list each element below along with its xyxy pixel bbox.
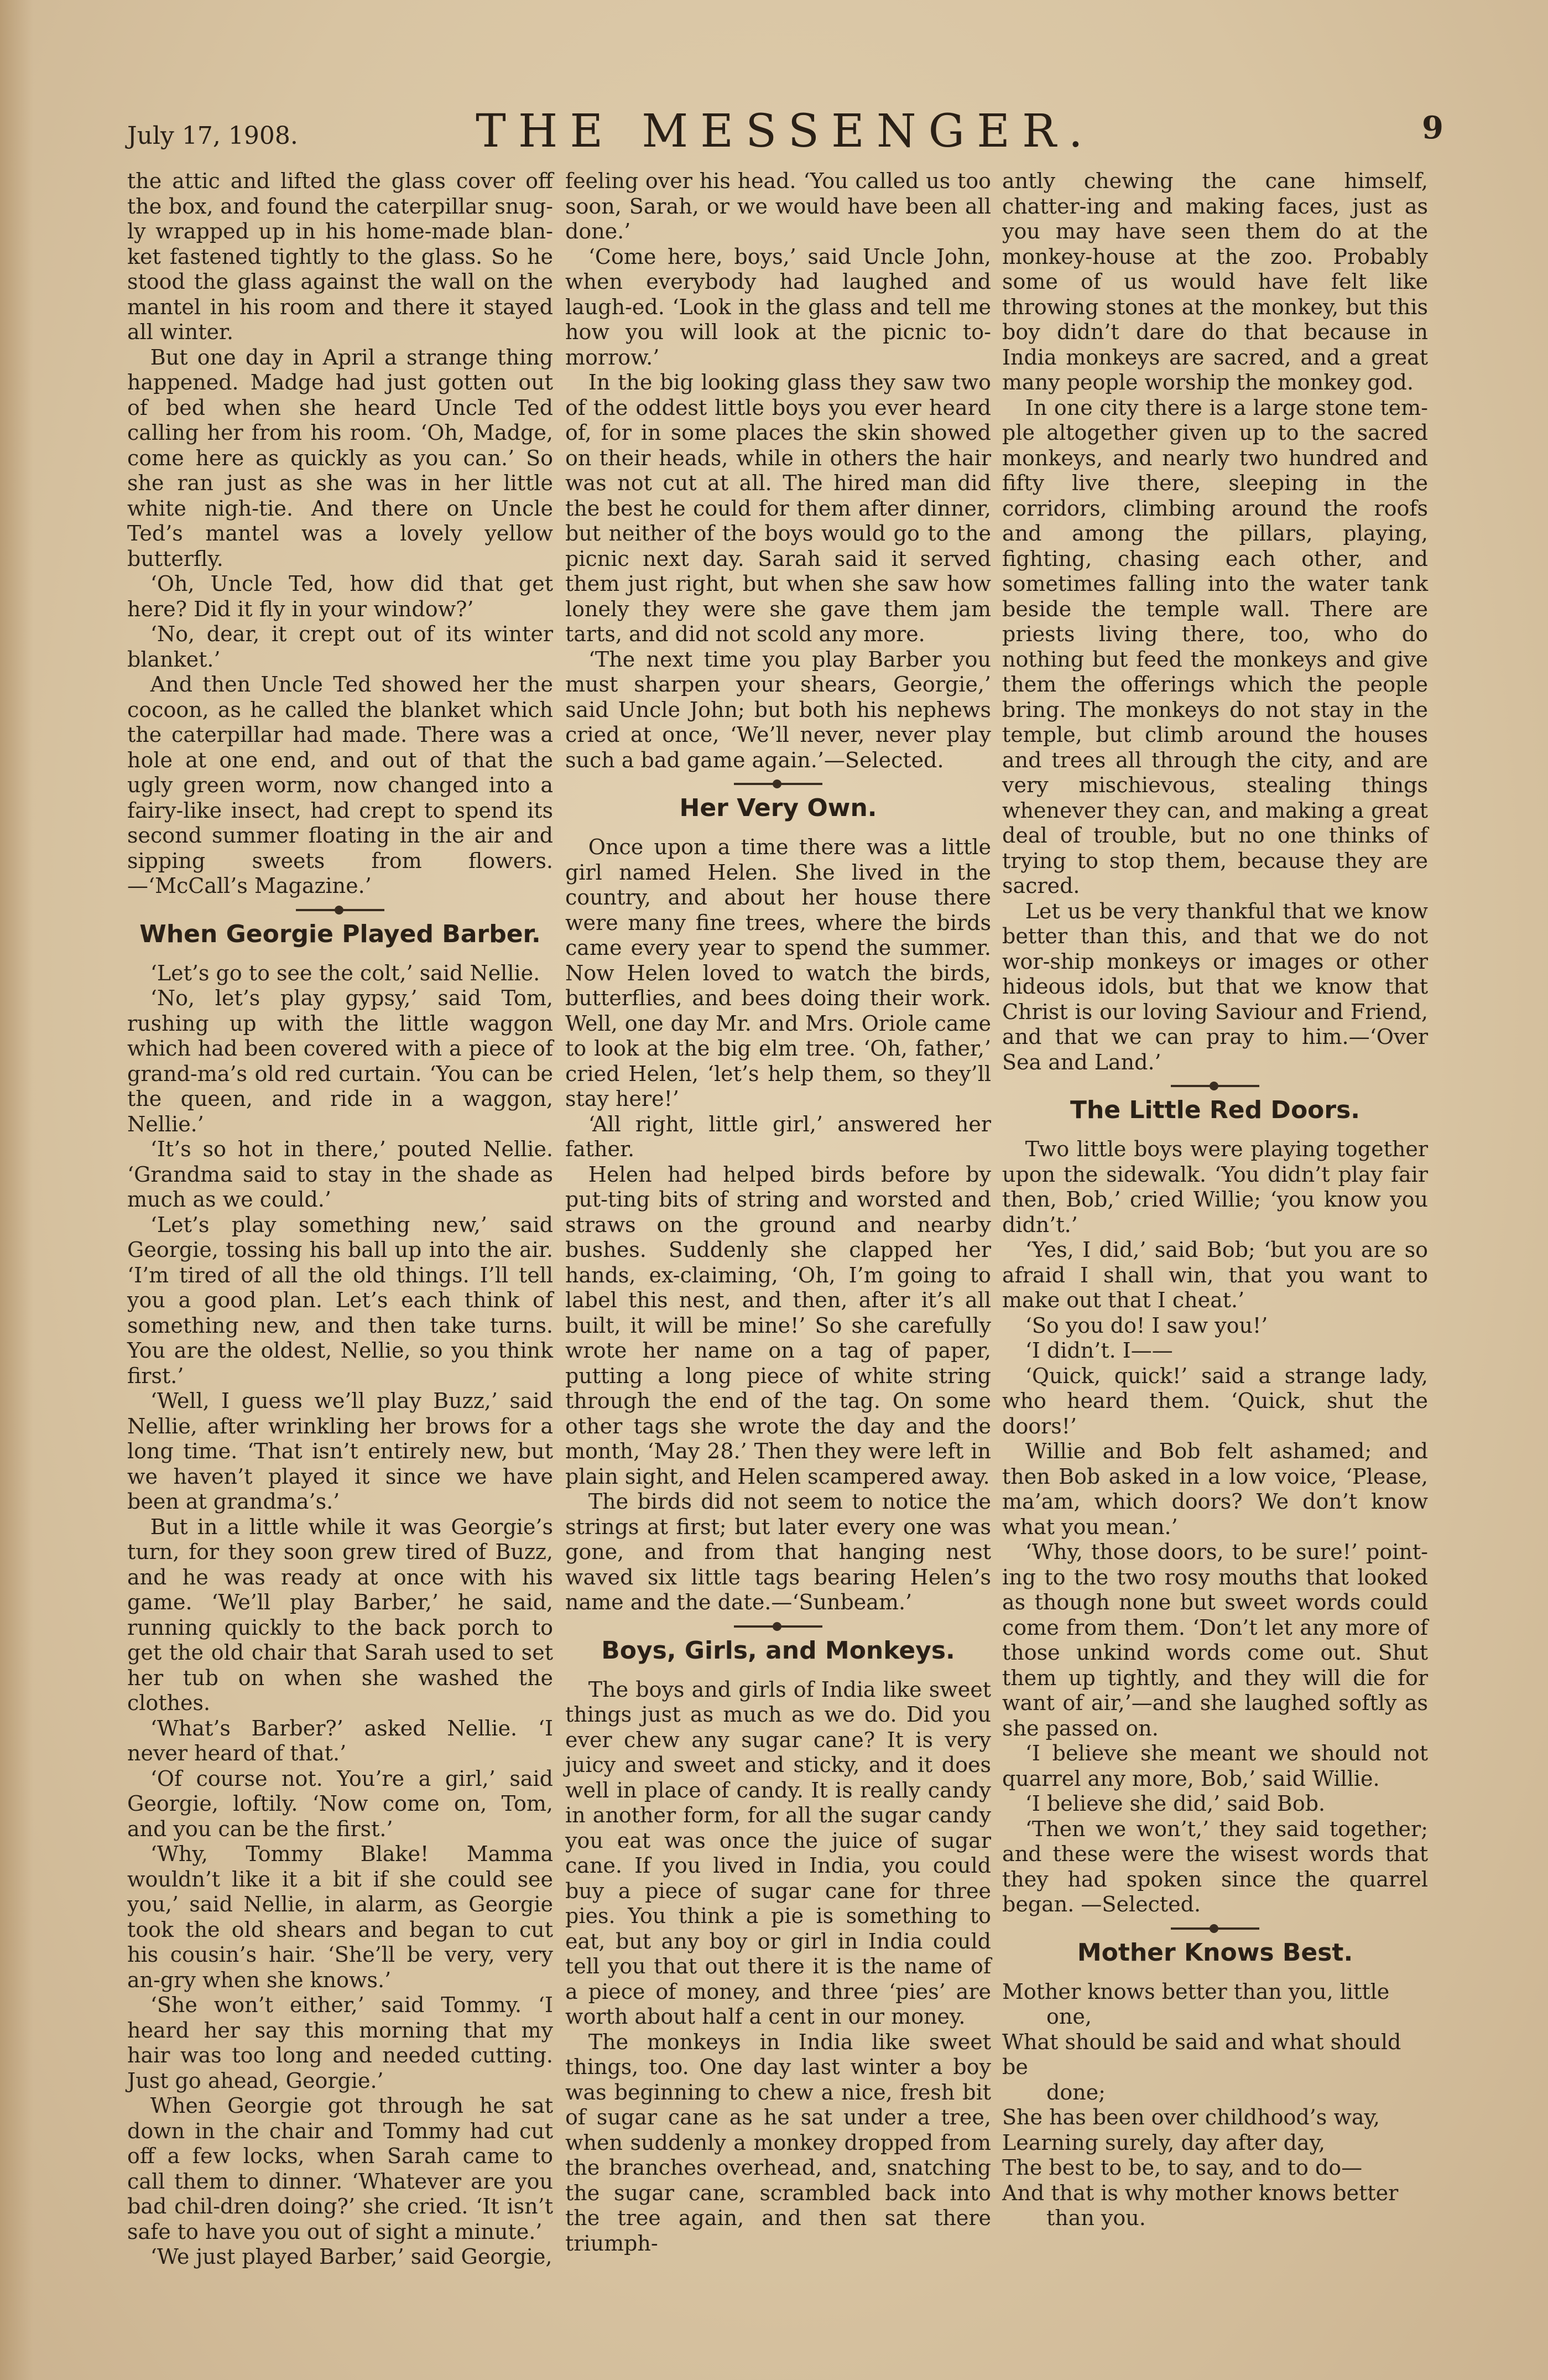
paragraph: ‘Oh, Uncle Ted, how did that get here? Did it fly in your window?’ (127, 571, 553, 621)
paragraph: But in a little while it was Georgie’s turn, for they soon grew tired of Buzz, and he was ready at once with his game. ‘We’ll play Barber,’ he said, running quickly to the back porch to get the old chair that Sarah used to set her tub on when she washed the clothes. (127, 1514, 553, 1715)
paragraph: ‘I believe she did,’ said Bob. (1025, 1791, 1326, 1816)
paragraph: In one city there is a large stone tem-ple altogether given up to the sacred monkeys, and nearly two hundred and fifty live there, sleeping in the corridors, climbing around the roofs and among the pillars, playing, fighting, chasing each other, and sometimes falling into the water tank beside the temple wall. There are priests living there, too, who do nothing but feed the monkeys and give them the offerings which the people bring. The monkeys do not stay in the temple, but climb around the houses and trees all through the city, and are very mischievous, stealing things whenever they can, and making a great deal of trouble, but no one thinks of trying to stop them, because they are sacred. (1002, 395, 1428, 898)
paragraph: The monkeys in India like sweet things, too. One day last winter a boy was beginning to chew a nice, fresh bit of sugar cane as he sat under a tree, when suddenly a monkey dropped from the branches overhead, and, snatching the sugar cane, scrambled back into the tree again, and then sat there triumph- (565, 2029, 991, 2256)
section-divider (1171, 1085, 1259, 1087)
paragraph: In the big looking glass they saw two of the oddest little boys you ever heard of, for in some places the skin showed on their heads, while in others the hair was not cut at all. The hired man did the best he could for them after dinner, but neither of the boys would go to the picnic next day. Sarah said it served them just right, but when she saw how lonely they were she gave them jam tarts, and did not scold any more. (565, 370, 991, 646)
paragraph: ‘All right, little girl,’ answered her father. (565, 1111, 991, 1161)
paragraph: ‘Quick, quick!’ said a strange lady, who heard them. ‘Quick, shut the doors!’ (1002, 1363, 1428, 1438)
paragraph: ‘It’s so hot in there,’ pouted Nellie. ‘Grandma said to stay in the shade as much as we could.’ (127, 1137, 553, 1212)
column-1 (127, 169, 553, 2270)
paragraph: ‘No, let’s play gypsy,’ said Tom, rushing up with the little waggon which had been covered with a piece of grand-ma’s old red curtain. ‘You can be the queen, and ride in a waggon, Nellie.’ (127, 986, 553, 1136)
paragraph: The birds did not seem to notice the strings at first; but later every one was gone, and from that hanging nest waved six little tags bearing Helen’s name and the date.—‘Sunbeam.’ (565, 1489, 991, 1614)
paragraph: ‘What’s Barber?’ asked Nellie. ‘I never heard of that.’ (127, 1716, 553, 1765)
paragraph: When Georgie got through he sat down in the chair and Tommy had cut off a few locks, when Sarah came to call them to dinner. ‘Whatever are you bad chil-dren doing?’ she cried. ‘It isn’t safe to have you out of sight a minute.’ (127, 2093, 553, 2244)
paragraph: ‘Yes, I did,’ said Bob; ‘but you are so afraid I shall win, that you want to make out that I cheat.’ (1002, 1238, 1428, 1312)
article-title: Her Very Own. (679, 794, 877, 822)
issue-date: July 17, 1908. (127, 122, 298, 150)
paragraph: ‘Let’s play something new,’ said Georgie, tossing his ball up into the air. ‘I’m tired of all the old things. I’ll tell you a good plan. Let’s each think of something new, and then take turns. You are the oldest, Nellie, so you think first.’ (127, 1212, 553, 1388)
paragraph: Two little boys were playing together upon the sidewalk. ‘You didn’t play fair then, Bob,’ cried Willie; ‘you know you didn’t.’ (1002, 1137, 1428, 1237)
paragraph: Helen had helped birds before by put-ting bits of string and worsted and straws on the ground and nearby bushes. Suddenly she clapped her hands, ex-claiming, ‘Oh, I’m going to label this nest, and then, after it’s all built, it will be mine!’ So she carefully wrote her name on a tag of paper, putting a long piece of white string through the end of the tag. On some other tags she wrote the day and the month, ‘May 28.’ Then they were left in plain sight, and Helen scampered away. (565, 1162, 991, 1489)
paragraph: Once upon a time there was a little girl named Helen. She lived in the country, and about her house there were many fine trees, where the birds came every year to spend the summer. Now Helen loved to watch the birds, butterflies, and bees doing their work. Well, one day Mr. and Mrs. Oriole came to look at the big elm tree. ‘Oh, father,’ cried Helen, ‘let’s help them, so they’ll stay here!’ (565, 835, 991, 1111)
paragraph: ‘Let’s go to see the colt,’ said Nellie. (150, 960, 540, 985)
article-title: When Georgie Played Barber. (139, 919, 541, 948)
paragraph: ‘We just played Barber,’ said Georgie, (150, 2244, 553, 2269)
paragraph: antly chewing the cane himself, chatter-ing and making faces, just as you may have seen them do at the monkey-house at the zoo. Probably some of us would have felt like throwing stones at the monkey, but this boy didn’t dare do that because in India monkeys are sacred, and a great many people worship the monkey god. (1002, 169, 1428, 394)
paragraph: Willie and Bob felt ashamed; and then Bob asked in a low voice, ‘Please, ma’am, which doors? We don’t know what you mean.’ (1002, 1439, 1428, 1539)
section-divider (734, 783, 822, 785)
paragraph: And then Uncle Ted showed her the cocoon, as he called the blanket which the caterpillar had made. There was a hole at one end, and out of that the ugly green worm, now changed into a fairy-like insect, had crept to spend its second summer floating in the air and sipping sweets from flowers.—‘McCall’s Magazine.’ (127, 672, 553, 898)
column-2 (565, 169, 991, 2256)
paragraph: But one day in April a strange thing happened. Madge had just gotten out of bed when she heard Uncle Ted calling her from his room. ‘Oh, Madge, come here as quickly as you can.’ So she ran just as she was in her little white nigh-tie. And there on Uncle Ted’s mantel was a lovely yellow butterfly. (127, 345, 553, 571)
paragraph: Let us be very thankful that we know better than this, and that we do not wor-ship monkeys or images or other hideous idols, but that we know that Christ is our loving Saviour and Friend, and that we can pray to him.—‘Over Sea and Land.’ (1002, 898, 1428, 1074)
poem-line: done; (1046, 2080, 1106, 2104)
poem (1002, 1979, 1428, 2231)
article-title: The Little Red Doors. (1070, 1096, 1361, 1124)
column-3 (1002, 169, 1428, 2231)
paragraph: ‘Why, Tommy Blake! Mamma wouldn’t like it a bit if she could see you,’ said Nellie, in alarm, as Georgie took the old shears and began to cut his cousin’s hair. ‘She’ll be very, very an-gry when she knows.’ (127, 1842, 553, 1992)
section-divider (296, 909, 384, 911)
paragraph: ‘She won’t either,’ said Tommy. ‘I heard her say this morning that my hair was too long and needed cutting. Just go ahead, Georgie.’ (127, 1993, 553, 2093)
masthead-title: THE MESSENGER. (476, 105, 1095, 158)
paragraph: ‘I didn’t. I—— (1025, 1338, 1173, 1363)
poem-line: What should be said and what should be (1002, 2029, 1401, 2079)
section-divider (734, 1625, 822, 1628)
paragraph: ‘So you do! I saw you!’ (1025, 1313, 1268, 1338)
poem-line: Mother knows better than you, little (1002, 1979, 1390, 2004)
paragraph: ‘The next time you play Barber you must sharpen your shears, Georgie,’ said Uncle John; but both his nephews cried at once, ‘We’ll never, never play such a bad game again.’—Selected. (565, 647, 991, 772)
page-header (127, 105, 1443, 166)
paragraph: ‘Then we won’t,’ they said together; and these were the wisest words that they had spoken since the quarrel began. —Selected. (1002, 1816, 1428, 1916)
paragraph: ‘Well, I guess we’ll play Buzz,’ said Nellie, after wrinkling her brows for a long time. ‘That isn’t entirely new, but we haven’t played it since we have been at grandma’s.’ (127, 1389, 553, 1514)
article-title: Boys, Girls, and Monkeys. (601, 1636, 955, 1665)
paragraph: feeling over his head. ‘You called us too soon, Sarah, or we would have been all done.’ (565, 169, 991, 243)
paragraph: The boys and girls of India like sweet things just as much as we do. Did you ever chew any sugar cane? It is very juicy and sweet and sticky, and it does well in place of candy. It is really candy in another form, for all the sugar candy you eat was once the juice of sugar cane. If you lived in India, you could buy a piece of sugar cane for three pies. You think a pie is something to eat, but any boy or girl in India could tell you that out there it is the name of a piece of money, and three ‘pies’ are worth about half a cent in our money. (565, 1677, 991, 2029)
paragraph: ‘Why, those doors, to be sure!’ point-ing to the two rosy mouths that looked as though none but sweet words could come from them. ‘Don’t let any more of those unkind words come out. Shut them up tightly, and they will die for want of air,’—and she laughed softly as she passed on. (1002, 1540, 1428, 1740)
poem-line: And that is why mother knows better (1002, 2180, 1399, 2205)
poem-line: than you. (1046, 2206, 1146, 2230)
paragraph: the attic and lifted the glass cover off the box, and found the caterpillar snug-ly wrapped up in his home-made blan-ket fastened tightly to the glass. So he stood the glass against the wall on the mantel in his room and there it stayed all winter. (127, 169, 553, 344)
paragraph: ‘No, dear, it crept out of its winter blanket.’ (127, 622, 553, 672)
article-title: Mother Knows Best. (1077, 1938, 1353, 1967)
section-divider (1171, 1927, 1259, 1930)
poem-line: She has been over childhood’s way, (1002, 2105, 1380, 2129)
paragraph: ‘Come here, boys,’ said Uncle John, when everybody had laughed and laugh-ed. ‘Look in the glass and tell me how you will look at the picnic to-morrow.’ (565, 244, 991, 370)
page-number: 9 (1422, 110, 1443, 146)
paragraph: ‘Of course not. You’re a girl,’ said Georgie, loftily. ‘Now come on, Tom, and you can be the first.’ (127, 1766, 553, 1841)
poem-line: one, (1046, 2004, 1092, 2029)
poem-line: The best to be, to say, and to do— (1002, 2155, 1363, 2180)
poem-line: Learning surely, day after day, (1002, 2130, 1326, 2155)
paragraph: ‘I believe she meant we should not quarrel any more, Bob,’ said Willie. (1002, 1741, 1428, 1791)
